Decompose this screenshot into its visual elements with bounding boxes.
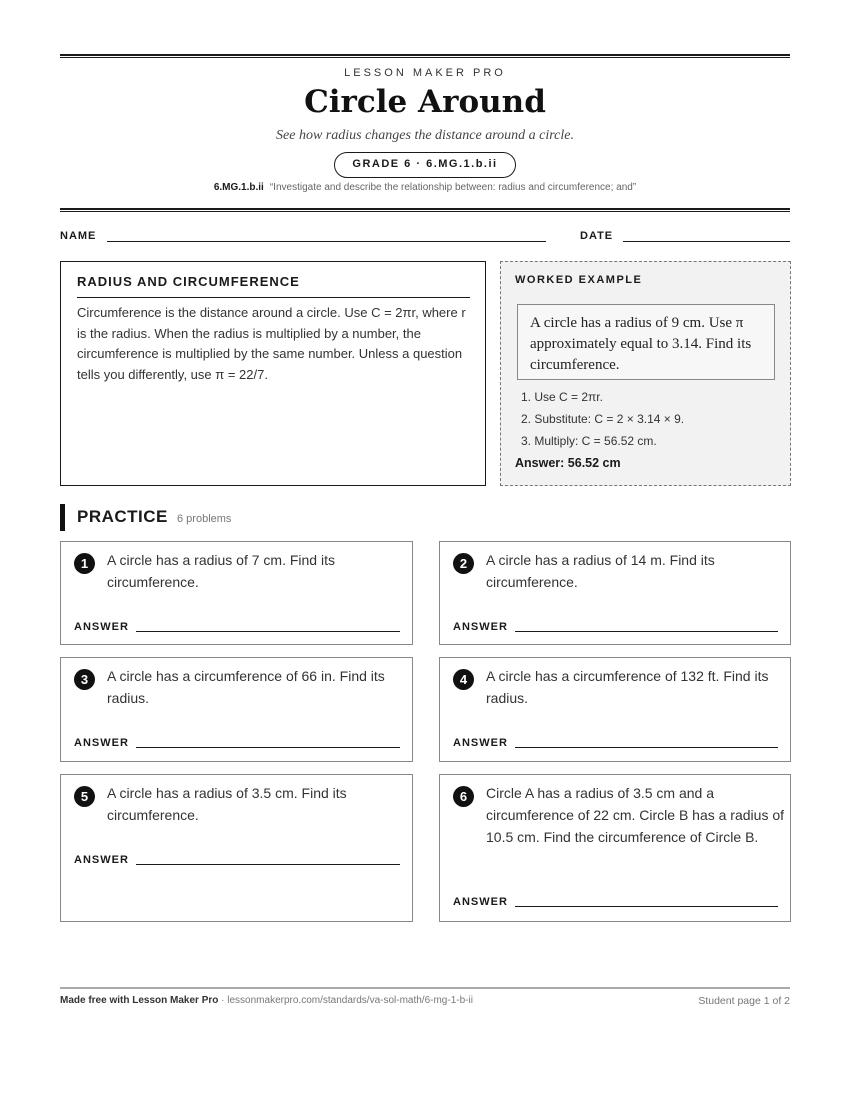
answer-label: ANSWER bbox=[74, 621, 129, 633]
concept-box bbox=[60, 261, 486, 486]
concept-body: Circumference is the distance around a circle. Use C = 2πr, where r is the radius. When the radius is multiplied by a number, the circumference is multiplied by the same number. Unless a question tells you differently, use π = 22/7. bbox=[77, 305, 466, 382]
header-bottom-rule bbox=[60, 208, 790, 212]
answer-label: ANSWER bbox=[453, 896, 508, 908]
answer-field[interactable] bbox=[136, 864, 400, 865]
example-step: 1. Use C = 2πr. bbox=[521, 390, 603, 404]
page-subtitle: See how radius changes the distance around a circle. bbox=[276, 128, 574, 143]
problem-text: A circle has a radius of 7 cm. Find its circumference. bbox=[107, 552, 335, 590]
name-label: NAME bbox=[60, 230, 97, 242]
concept-title: RADIUS AND CIRCUMFERENCE bbox=[77, 274, 470, 298]
answer-label: ANSWER bbox=[453, 621, 508, 633]
date-label: DATE bbox=[580, 230, 614, 242]
footer-rule bbox=[60, 987, 790, 989]
standard-code: 6.MG.1.b.ii bbox=[213, 182, 264, 193]
grade-badge: GRADE 6 · 6.MG.1.b.ii bbox=[334, 152, 516, 178]
page-title: Circle Around bbox=[304, 84, 546, 120]
answer-field[interactable] bbox=[515, 747, 778, 748]
footer-credit bbox=[60, 995, 473, 1006]
problem-card bbox=[60, 774, 413, 922]
problem-card bbox=[439, 657, 791, 762]
answer-label: ANSWER bbox=[74, 737, 129, 749]
example-answer: Answer: 56.52 cm bbox=[515, 456, 621, 470]
problem-text: Circle A has a radius of 3.5 cm and a circumference of 22 cm. Circle B has a radius of 10.5 cm. Find the circumference of Circle B. bbox=[486, 785, 785, 845]
problem-number: 1 bbox=[74, 553, 95, 574]
practice-accent-bar bbox=[60, 504, 65, 531]
practice-title: PRACTICE bbox=[77, 507, 168, 526]
top-rule bbox=[60, 54, 790, 58]
problem-card bbox=[439, 774, 791, 922]
problem-number: 6 bbox=[453, 786, 474, 807]
standard-text: “Investigate and describe the relationship between: radius and circumference; and” bbox=[269, 182, 637, 193]
footer-page-number: Student page 1 of 2 bbox=[698, 995, 790, 1007]
example-step: 2. Substitute: C = 2 × 3.14 × 9. bbox=[521, 412, 685, 426]
problem-text: A circle has a radius of 3.5 cm. Find its circumference. bbox=[107, 785, 347, 823]
example-question: A circle has a radius of 9 cm. Use π approximately equal to 3.14. Find its circumference. bbox=[517, 304, 775, 380]
problem-number: 2 bbox=[453, 553, 474, 574]
date-field[interactable] bbox=[623, 241, 790, 242]
standard-line bbox=[0, 182, 850, 193]
problem-number: 4 bbox=[453, 669, 474, 690]
problem-card bbox=[60, 657, 413, 762]
answer-field[interactable] bbox=[515, 631, 778, 632]
problem-text: A circle has a circumference of 66 in. Find its radius. bbox=[107, 668, 385, 706]
answer-label: ANSWER bbox=[453, 737, 508, 749]
problem-card bbox=[60, 541, 413, 645]
worked-example-box bbox=[500, 261, 791, 486]
answer-field[interactable] bbox=[136, 631, 400, 632]
answer-field[interactable] bbox=[136, 747, 400, 748]
brand-label: LESSON MAKER PRO bbox=[344, 67, 506, 79]
example-steps bbox=[521, 386, 781, 452]
problem-number: 3 bbox=[74, 669, 95, 690]
footer-url: · lessonmakerpro.com/standards/va-sol-math/6-mg-1-b-ii bbox=[218, 995, 473, 1006]
problem-number: 5 bbox=[74, 786, 95, 807]
answer-field[interactable] bbox=[515, 906, 778, 907]
problem-card bbox=[439, 541, 791, 645]
worked-example-title: WORKED EXAMPLE bbox=[515, 274, 643, 286]
problem-text: A circle has a circumference of 132 ft. Find its radius. bbox=[486, 668, 769, 706]
practice-count: 6 problems bbox=[177, 513, 232, 525]
name-field[interactable] bbox=[107, 241, 546, 242]
problem-text: A circle has a radius of 14 m. Find its circumference. bbox=[486, 552, 715, 590]
example-step: 3. Multiply: C = 56.52 cm. bbox=[521, 434, 657, 448]
answer-label: ANSWER bbox=[74, 854, 129, 866]
footer-made-with: Made free with Lesson Maker Pro bbox=[60, 995, 219, 1006]
